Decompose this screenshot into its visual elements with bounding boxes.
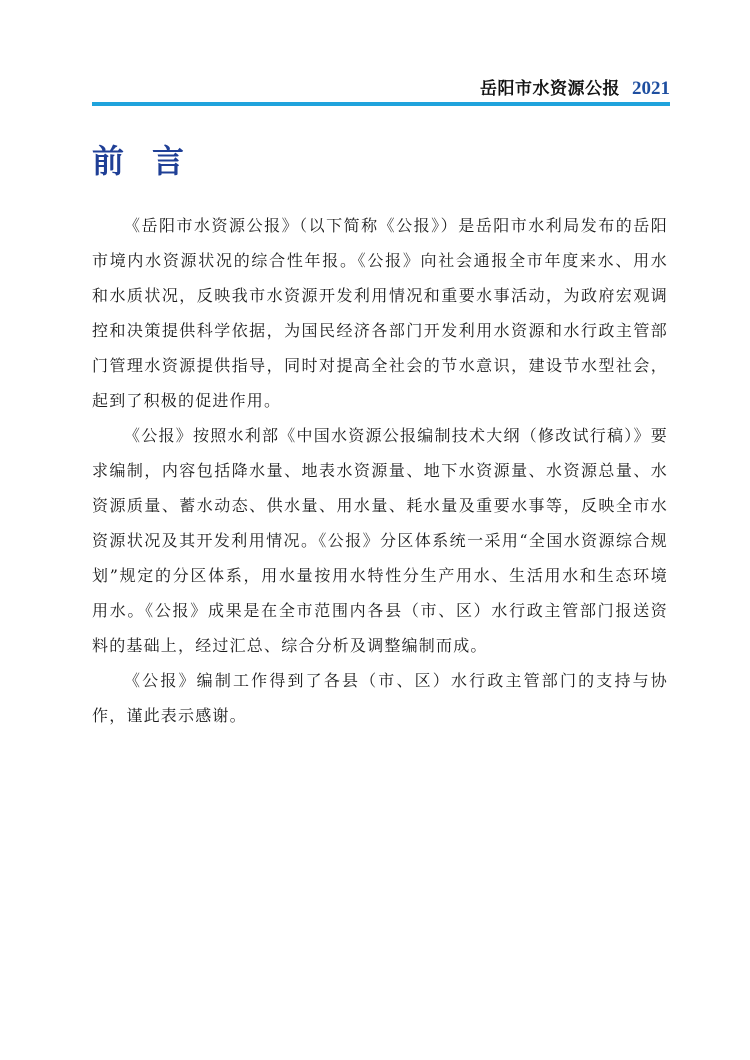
header-divider: [92, 102, 670, 106]
page-header: [92, 74, 670, 100]
paragraph-intro: 《岳阳市水资源公报》（以下简称《公报》）是岳阳市水利局发布的岳阳市境内水资源状况的综合性年报。《公报》向社会通报全市年度来水、用水和水质状况，反映我市水资源开发利用情况和重要水事活动，为政府宏观调控和决策提供科学依据，为国民经济各部门开发利用水资源和水行政主管部门管理水资源提供指导，同时对提高全社会的节水意识，建设节水型社会，起到了积极的促进作用。: [92, 216, 668, 410]
paragraph-compilation: 《公报》按照水利部《中国水资源公报编制技术大纲（修改试行稿）》要求编制，内容包括降水量、地表水资源量、地下水资源量、水资源总量、水资源质量、蓄水动态、供水量、用水量、耗水量及重要水事等，反映全市水资源状况及其开发利用情况。《公报》分区体系统一采用“全国水资源综合规划”规定的分区体系，用水量按用水特性分生产用水、生活用水和生态环境用水。《公报》成果是在全市范围内各县（市、区）水行政主管部门报送资料的基础上，经过汇总、综合分析及调整编制而成。: [92, 426, 668, 655]
preface-body: [92, 208, 668, 733]
paragraph-acknowledgement: 《公报》编制工作得到了各县（市、区）水行政主管部门的支持与协作，谨此表示感谢。: [92, 671, 668, 725]
section-title: 前言: [92, 142, 213, 180]
header-year: 2021: [632, 78, 670, 99]
header-title: 岳阳市水资源公报: [480, 79, 620, 99]
